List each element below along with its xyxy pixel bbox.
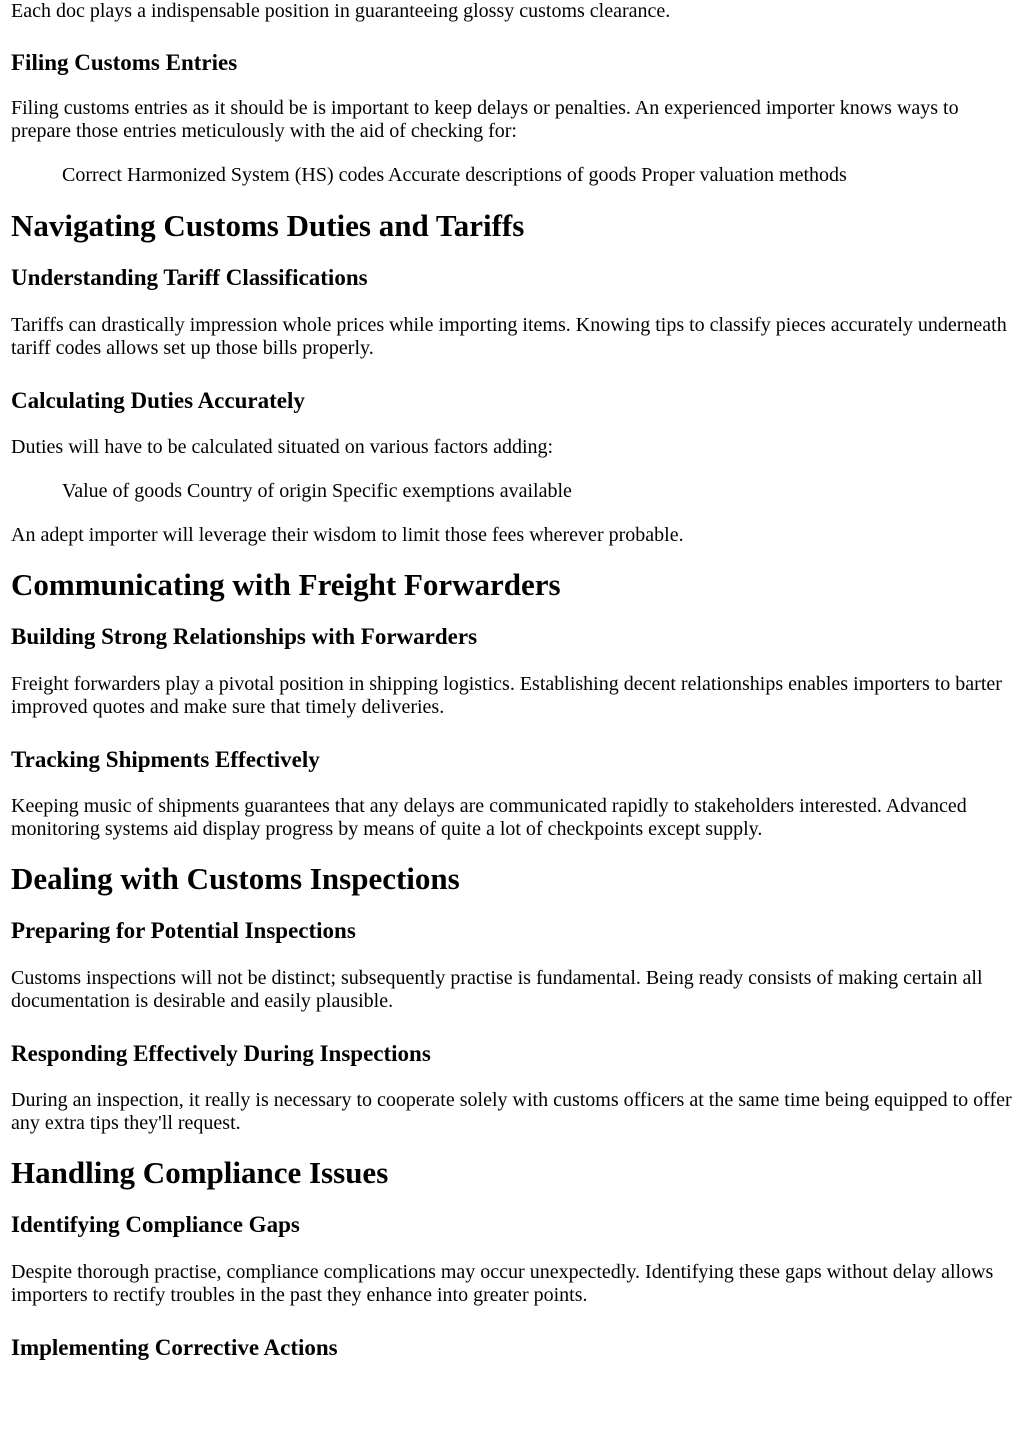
heading-preparing-inspections: Preparing for Potential Inspections [11,918,356,943]
heading-calculating-duties: Calculating Duties Accurately [11,388,305,413]
calculating-paragraph: Duties will have to be calculated situated on various factors adding: [11,436,554,458]
filing-checklist: Correct Harmonized System (HS) codes Accurate descriptions of goods Proper valuation methods [62,164,847,186]
filing-paragraph: Filing customs entries as it should be is important to keep delays or penalties. An experienced importer knows ways to prepare those entries meticulously with the aid of checking for: [11,97,959,142]
duty-factors-list: Value of goods Country of origin Specific exemptions available [62,480,572,502]
heading-freight-forwarders: Communicating with Freight Forwarders [11,567,561,602]
heading-corrective-actions: Implementing Corrective Actions [11,1335,338,1360]
heading-responding-inspections: Responding Effectively During Inspections [11,1041,431,1066]
responding-paragraph: During an inspection, it really is necessary to cooperate solely with customs officers at the same time being equipped to offer any extra tips they'll request. [11,1089,1012,1134]
relationships-paragraph: Freight forwarders play a pivotal position in shipping logistics. Establishing decent relationships enables importers to barter improved quotes and make sure that timely deliveries. [11,673,1002,718]
heading-compliance-issues: Handling Compliance Issues [11,1155,389,1190]
heading-navigating-duties: Navigating Customs Duties and Tariffs [11,208,525,243]
adept-importer-paragraph: An adept importer will leverage their wisdom to limit those fees wherever probable. [11,524,684,546]
heading-filing-customs-entries: Filing Customs Entries [11,50,238,75]
heading-building-relationships: Building Strong Relationships with Forwarders [11,624,478,649]
compliance-gaps-paragraph: Despite thorough practise, compliance complications may occur unexpectedly. Identifying these gaps without delay allows importers to rectify troubles in the past they enhance into greater points. [11,1261,994,1306]
intro-paragraph: Each doc plays a indispensable position in guaranteeing glossy customs clearance. [11,0,671,22]
tracking-paragraph: Keeping music of shipments guarantees that any delays are communicated rapidly to stakeholders interested. Advanced monitoring systems aid display progress by means of quite a lot of checkpoints except supply. [11,795,967,840]
heading-customs-inspections: Dealing with Customs Inspections [11,861,460,896]
heading-tracking-shipments: Tracking Shipments Effectively [11,747,320,772]
tariff-paragraph: Tariffs can drastically impression whole prices while importing items. Knowing tips to classify pieces accurately underneath tariff codes allows set up those bills properly. [11,314,1007,359]
preparing-paragraph: Customs inspections will not be distinct; subsequently practise is fundamental. Being ready consists of making certain all documentation is desirable and easily plausible. [11,967,983,1012]
heading-tariff-classifications: Understanding Tariff Classifications [11,265,368,290]
heading-compliance-gaps: Identifying Compliance Gaps [11,1212,300,1237]
